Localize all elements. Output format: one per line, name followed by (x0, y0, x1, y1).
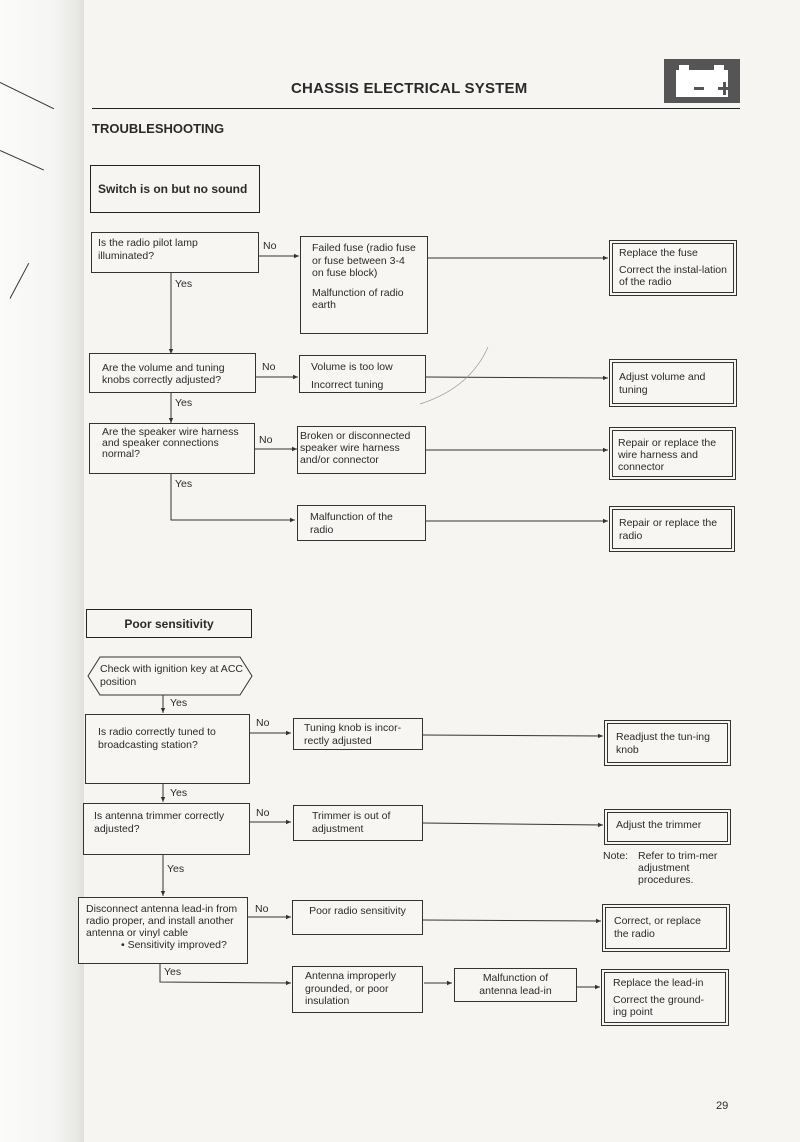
cause-trimmer-out: Trimmer is out of adjustment (293, 805, 423, 841)
page-title: CHASSIS ELECTRICAL SYSTEM (291, 80, 528, 97)
label-yes: Yes (170, 697, 188, 709)
question-disconnect-antenna: Disconnect antenna lead-in from radio proper, and install another antenna or vinyl cable • Sensitivity improved? (78, 897, 248, 964)
remedy-correct-radio: Correct, or replace the radio (602, 904, 730, 952)
question-pilot-lamp: Is the radio pilot lamp illuminated? (91, 232, 259, 273)
page-number: 29 (716, 1100, 729, 1112)
question-speaker-harness: Are the speaker wire harness and speaker connections normal? (89, 423, 255, 474)
section-heading: TROUBLESHOOTING (92, 121, 225, 136)
remedy-readjust-knob: Readjust the tun-ing knob (604, 720, 731, 766)
label-no: No (263, 240, 277, 252)
label-yes: Yes (167, 863, 185, 875)
cause-lead-in-malfunction: Malfunction of antenna lead-in (454, 968, 577, 1002)
cause-malfunction-radio: Malfunction of the radio (297, 505, 426, 541)
note-trimmer (603, 850, 743, 886)
label-no: No (262, 361, 276, 373)
heading-text: Poor sensitivity (124, 616, 214, 631)
connector (423, 823, 603, 825)
flow-heading-poor-sensitivity (86, 609, 252, 638)
cause-broken-harness: Broken or disconnected speaker wire harness and/or connector (297, 426, 426, 474)
start-check-ignition: Check with ignition key at ACC position (100, 663, 243, 688)
label-yes: Yes (170, 787, 188, 799)
label-yes: Yes (175, 478, 193, 490)
label-no: No (255, 903, 269, 915)
label-no: No (256, 807, 270, 819)
remedy-adjust-volume: Adjust volume and tuning (609, 359, 737, 407)
remedy-adjust-trimmer: Adjust the trimmer (604, 809, 731, 845)
remedy-replace-lead-in: Replace the lead-in Correct the ground-ing point (601, 969, 729, 1026)
pencil-mark (420, 347, 488, 404)
note-label: Note: (603, 850, 629, 862)
label-yes: Yes (175, 278, 193, 290)
cause-antenna-grounded: Antenna improperly grounded, or poor insulation (292, 966, 423, 1013)
cause-tuning-knob: Tuning knob is incor-rectly adjusted (293, 718, 423, 750)
remedy-repair-radio: Repair or replace the radio (609, 506, 735, 552)
remedy-replace-fuse: Replace the fuse Correct the instal-lation of the radio (609, 240, 737, 296)
label-no: No (259, 434, 273, 446)
label-no: No (256, 717, 270, 729)
flow-heading-no-sound (90, 165, 260, 213)
heading-text: Switch is on but no sound (98, 182, 248, 196)
question-tuned: Is radio correctly tuned to broadcasting station? (85, 714, 250, 784)
cause-volume-low: Volume is too low Incorrect tuning (299, 355, 426, 393)
connector (423, 920, 601, 921)
question-trimmer: Is antenna trimmer correctly adjusted? (83, 803, 250, 855)
cause-poor-sensitivity: Poor radio sensitivity (292, 900, 423, 935)
question-volume-tuning: Are the volume and tuning knobs correctly adjusted? (89, 353, 256, 393)
remedy-repair-harness: Repair or replace the wire harness and connector (609, 427, 736, 480)
label-yes: Yes (164, 966, 182, 978)
connector (426, 377, 608, 378)
note-text: Refer to trim-mer adjustment procedures. (638, 850, 718, 886)
connector (423, 735, 603, 736)
label-yes: Yes (175, 397, 193, 409)
cause-fuse: Failed fuse (radio fuse or fuse between 3-4 on fuse block) Malfunction of radio earth (300, 236, 428, 334)
